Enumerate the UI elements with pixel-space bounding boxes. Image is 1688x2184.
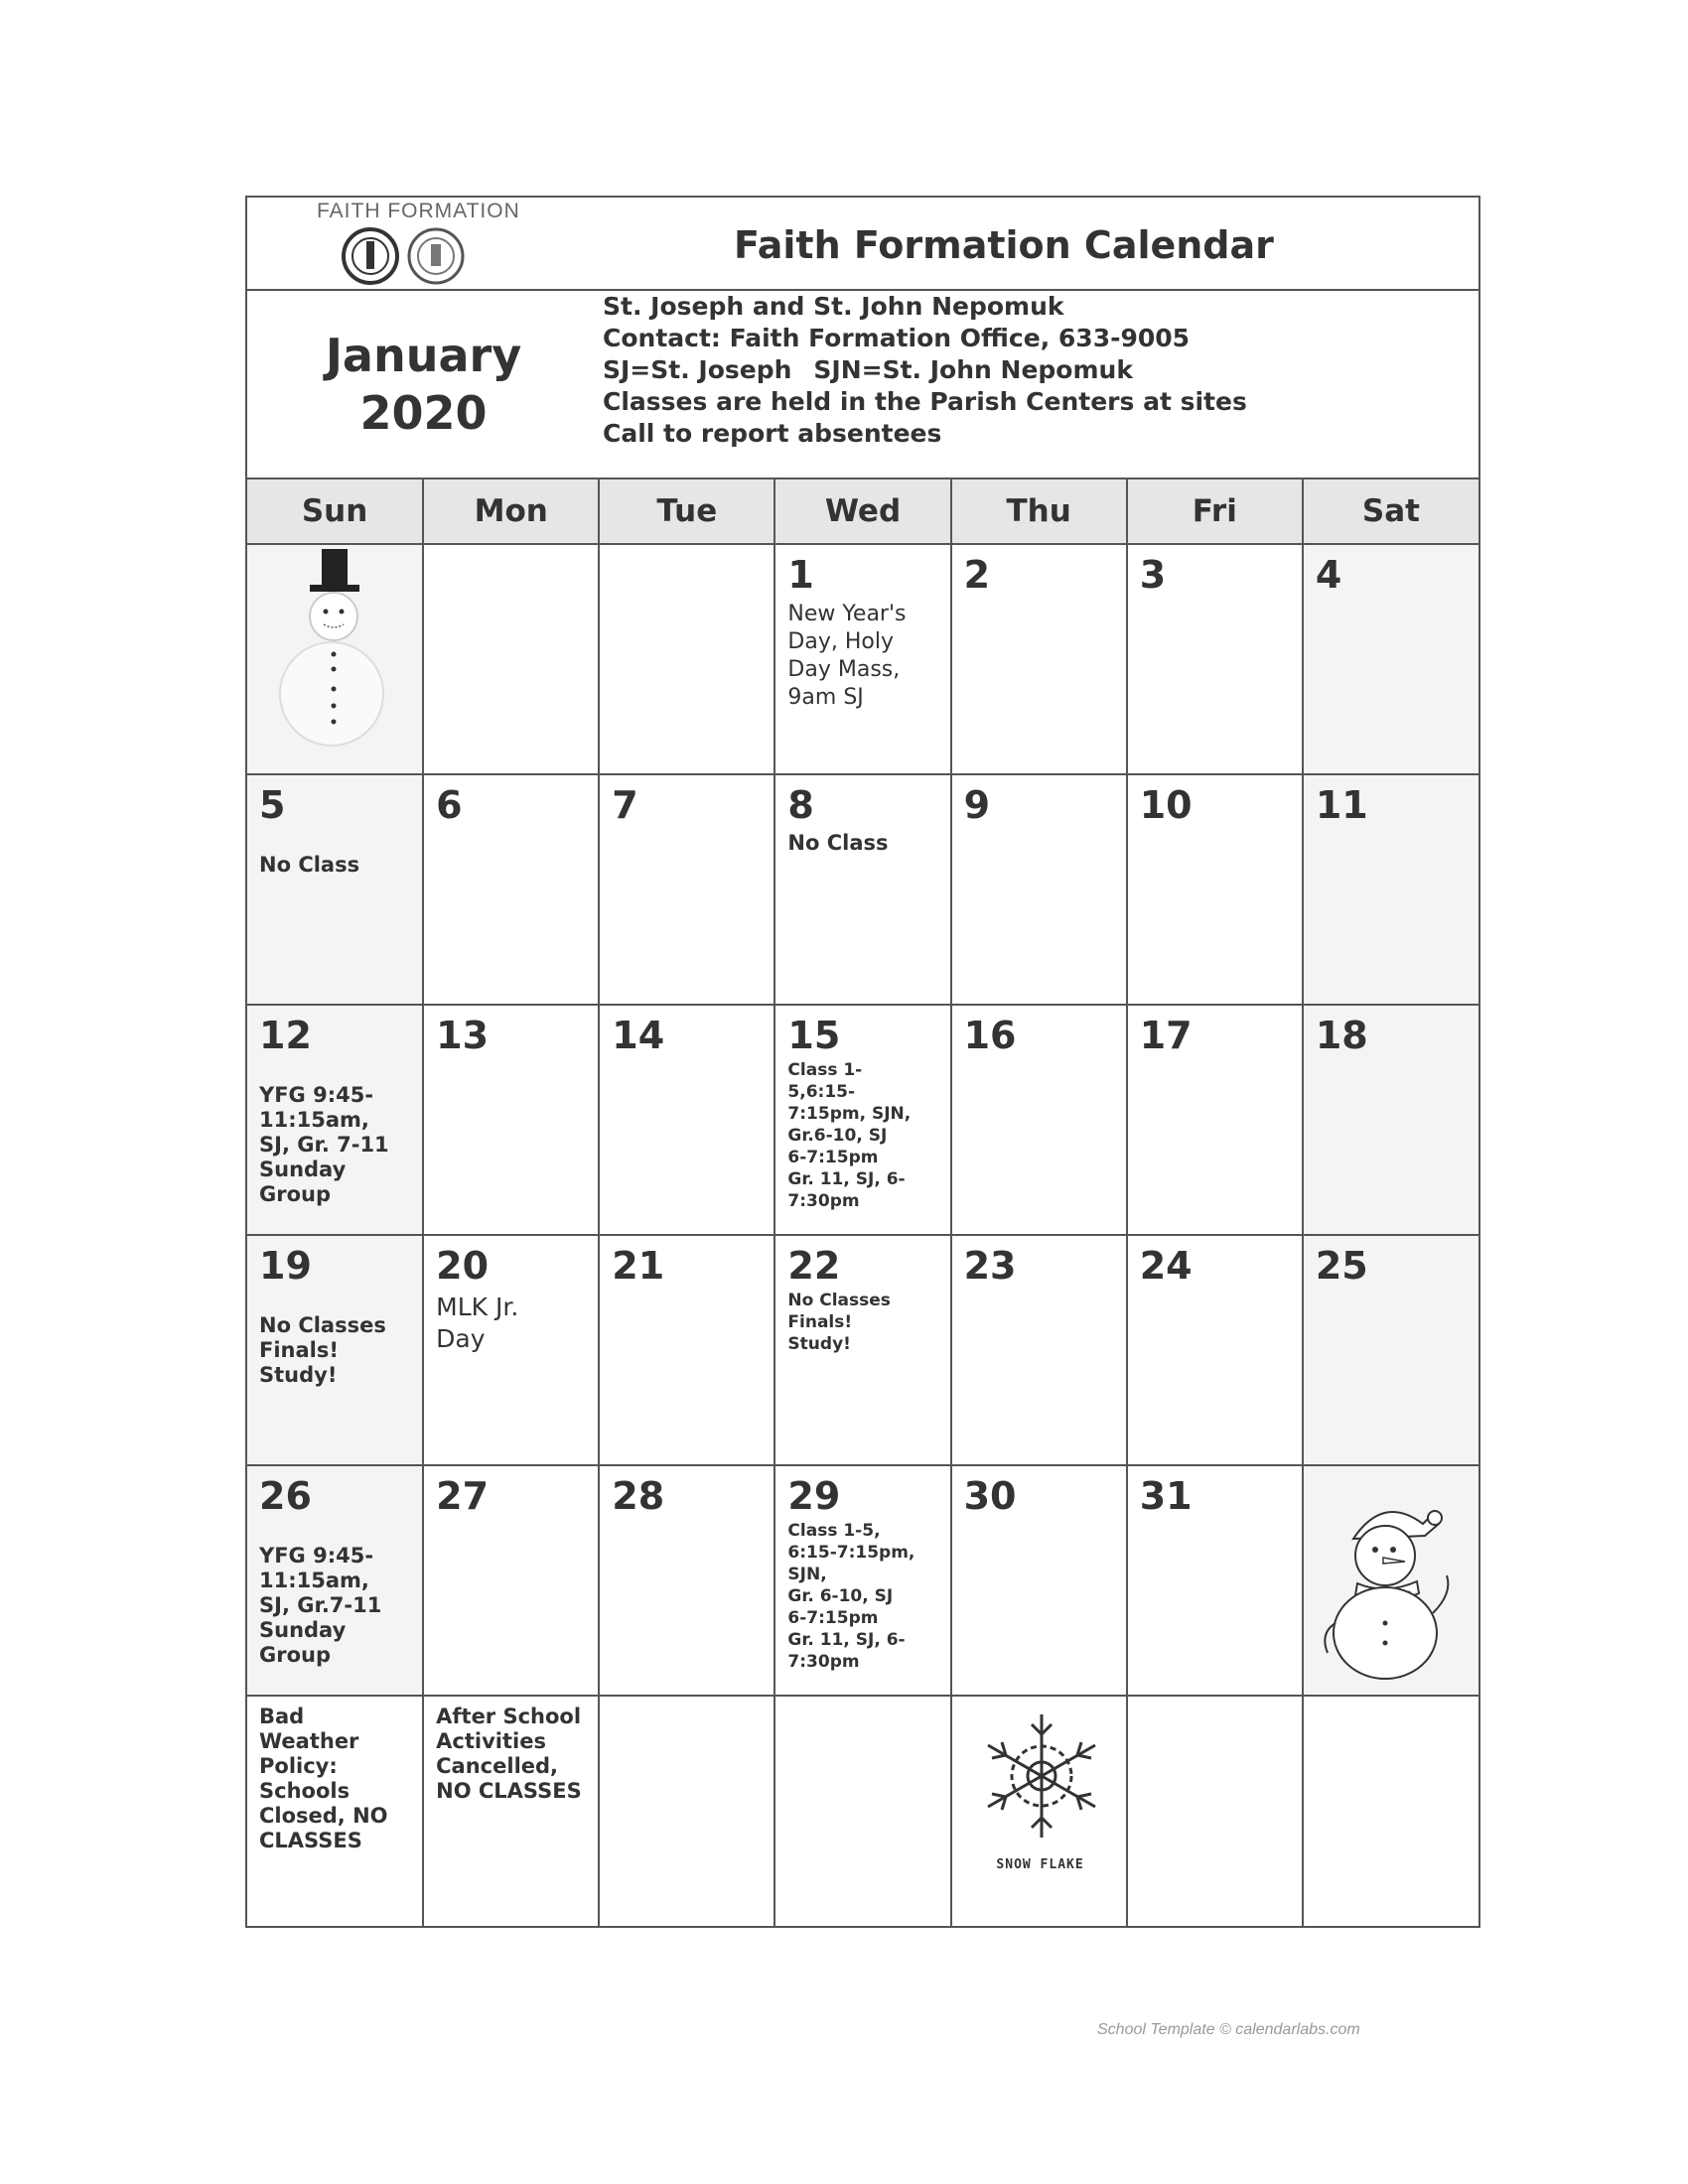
note-line: MLK Jr.	[436, 1293, 519, 1321]
day-note	[787, 1290, 937, 1355]
note-line: No Classes	[259, 1313, 386, 1337]
day-number: 17	[1139, 1014, 1193, 1057]
day-cell-11[interactable]	[1303, 774, 1478, 1005]
day-number: 18	[1315, 1014, 1368, 1057]
calendar-banner	[247, 198, 1478, 291]
note-line: Gr. 11, SJ, 6-	[787, 1169, 906, 1189]
day-cell-5[interactable]	[247, 774, 423, 1005]
day-cell-28[interactable]	[599, 1465, 774, 1696]
day-cell-empty	[599, 1696, 774, 1926]
note-line: SJ, Gr. 7-11	[259, 1133, 389, 1157]
info-parishes: St. Joseph and St. John Nepomuk	[603, 292, 1064, 321]
note-line: 11:15am,	[259, 1569, 369, 1592]
note-line: Sunday	[259, 1158, 347, 1181]
day-note	[787, 601, 937, 712]
note-line: No Classes	[787, 1291, 891, 1310]
info-location: Classes are held in the Parish Centers at sites	[603, 387, 1247, 416]
calendar-info	[247, 291, 1478, 479]
day-cell-29[interactable]	[774, 1465, 950, 1696]
day-cell-14[interactable]	[599, 1005, 774, 1235]
note-line: Day	[436, 1324, 486, 1353]
calendar-sheet	[245, 196, 1480, 1928]
day-number: 5	[259, 783, 286, 827]
note-line: Day Mass,	[787, 657, 901, 682]
week-row	[247, 1465, 1478, 1696]
week-row	[247, 1005, 1478, 1235]
day-number: 7	[612, 783, 638, 827]
abbrev-sj: SJ=St. Joseph	[603, 355, 792, 384]
day-cell-13[interactable]	[423, 1005, 599, 1235]
day-number: 27	[436, 1474, 490, 1518]
note-line: Gr. 11, SJ, 6-	[787, 1630, 906, 1650]
snowman-scarf-icon	[1314, 1484, 1463, 1688]
day-number: 31	[1139, 1474, 1193, 1518]
note-line: 11:15am,	[259, 1108, 369, 1132]
day-number: 19	[259, 1244, 312, 1288]
month-name: January	[325, 329, 522, 382]
day-number: 29	[787, 1474, 841, 1518]
weekday-fri: Fri	[1127, 479, 1303, 544]
info-lines	[603, 291, 1247, 450]
day-number: 13	[436, 1014, 490, 1057]
day-number: 15	[787, 1014, 841, 1057]
day-number: 9	[963, 783, 991, 827]
day-number: 10	[1139, 783, 1193, 827]
day-cell-23[interactable]	[951, 1235, 1127, 1465]
logo-text: FAITH FORMATION	[317, 200, 520, 222]
note-line: 6-7:15pm	[787, 1148, 879, 1167]
day-cell-21[interactable]	[599, 1235, 774, 1465]
day-cell-24[interactable]	[1127, 1235, 1303, 1465]
month-year: 2020	[359, 386, 488, 440]
note-line: Finals!	[787, 1312, 853, 1332]
week-row	[247, 774, 1478, 1005]
note-line: Sunday	[259, 1618, 347, 1642]
after-school-policy-cell	[423, 1696, 599, 1926]
policy-line: Closed, NO	[259, 1804, 388, 1828]
note-line: New Year's	[787, 602, 907, 626]
day-cell-31[interactable]	[1127, 1465, 1303, 1696]
note-line: Study!	[259, 1363, 338, 1387]
note-line: YFG 9:45-	[259, 1544, 374, 1568]
snowman-tophat-icon	[272, 545, 391, 758]
day-number: 2	[963, 553, 991, 597]
day-cell-15[interactable]	[774, 1005, 950, 1235]
day-cell-25[interactable]	[1303, 1235, 1478, 1465]
day-cell-empty	[247, 544, 423, 774]
note-line: 9am SJ	[787, 685, 864, 710]
day-cell-30[interactable]	[951, 1465, 1127, 1696]
day-cell-empty	[774, 1696, 950, 1926]
day-cell-4[interactable]	[1303, 544, 1478, 774]
bad-weather-policy	[259, 1705, 410, 1853]
weekday-sun: Sun	[247, 479, 423, 544]
day-number: 12	[259, 1014, 312, 1057]
day-number: 24	[1139, 1244, 1193, 1288]
day-cell-19[interactable]	[247, 1235, 423, 1465]
day-cell-18[interactable]	[1303, 1005, 1478, 1235]
day-number: 1	[787, 553, 814, 597]
weekday-mon: Mon	[423, 479, 599, 544]
snowflake-icon	[972, 1706, 1111, 1855]
day-cell-16[interactable]	[951, 1005, 1127, 1235]
policy-line: Cancelled,	[436, 1754, 559, 1778]
note-line: Gr. 6-10, SJ	[787, 1586, 894, 1606]
day-note	[787, 1059, 937, 1212]
snowflake-cell	[951, 1696, 1127, 1926]
day-number: 3	[1139, 553, 1167, 597]
note-line: Gr.6-10, SJ	[787, 1126, 888, 1146]
day-cell-empty	[599, 544, 774, 774]
day-cell-6[interactable]	[423, 774, 599, 1005]
day-number: 20	[436, 1244, 490, 1288]
weekday-wed: Wed	[774, 479, 950, 544]
day-cell-empty	[1303, 1696, 1478, 1926]
day-cell-9[interactable]	[951, 774, 1127, 1005]
faith-formation-logo	[307, 198, 535, 289]
note-line: Finals!	[259, 1338, 339, 1362]
note-line: SJ, Gr.7-11	[259, 1593, 382, 1617]
day-number: 14	[612, 1014, 665, 1057]
week-row	[247, 544, 1478, 774]
note-line: Study!	[787, 1334, 851, 1354]
day-note: No Class	[259, 853, 360, 877]
week-row	[247, 1696, 1478, 1926]
template-credit: School Template © calendarlabs.com	[1097, 2021, 1360, 2038]
day-cell-27[interactable]	[423, 1465, 599, 1696]
day-number: 25	[1315, 1244, 1368, 1288]
day-number: 28	[612, 1474, 665, 1518]
policy-line: CLASSES	[259, 1829, 362, 1852]
day-note	[259, 1313, 410, 1388]
policy-line: Schools	[259, 1779, 351, 1803]
note-line: 7:30pm	[787, 1191, 860, 1211]
day-number: 21	[612, 1244, 665, 1288]
day-cell-17[interactable]	[1127, 1005, 1303, 1235]
policy-line: Activities	[436, 1729, 546, 1753]
day-cell-empty	[423, 544, 599, 774]
day-cell-7[interactable]	[599, 774, 774, 1005]
day-number: 22	[787, 1244, 841, 1288]
note-line: Class 1-	[787, 1060, 863, 1080]
policy-line: Weather	[259, 1729, 359, 1753]
policy-line: Policy:	[259, 1754, 338, 1778]
bad-weather-policy-cell	[247, 1696, 423, 1926]
day-cell-3[interactable]	[1127, 544, 1303, 774]
note-line: 6-7:15pm	[787, 1608, 879, 1628]
note-line: 5,6:15-	[787, 1082, 856, 1102]
calendar-grid	[247, 479, 1478, 1926]
calendar-title: Faith Formation Calendar	[734, 223, 1274, 267]
day-cell-20[interactable]	[423, 1235, 599, 1465]
day-cell-empty	[1303, 1465, 1478, 1696]
day-cell-8[interactable]	[774, 774, 950, 1005]
day-note: No Class	[787, 831, 889, 855]
note-line: YFG 9:45-	[259, 1083, 374, 1107]
note-line: Group	[259, 1182, 332, 1206]
day-number: 4	[1315, 553, 1342, 597]
day-number: 26	[259, 1474, 312, 1518]
day-number: 16	[963, 1014, 1017, 1057]
month-heading	[247, 327, 600, 442]
snowflake-caption: SNOW FLAKE	[996, 1857, 1084, 1872]
weekday-sat: Sat	[1303, 479, 1478, 544]
note-line: SJN,	[787, 1565, 827, 1584]
day-cell-26[interactable]	[247, 1465, 423, 1696]
day-note	[436, 1292, 586, 1355]
note-line: Group	[259, 1643, 332, 1667]
parish-seal-icon	[341, 225, 490, 287]
day-number: 23	[963, 1244, 1017, 1288]
note-line: 6:15-7:15pm,	[787, 1543, 915, 1563]
note-line: Class 1-5,	[787, 1521, 881, 1541]
policy-line: NO CLASSES	[436, 1779, 582, 1803]
weekday-header-row	[247, 479, 1478, 544]
day-cell-12[interactable]	[247, 1005, 423, 1235]
info-contact: Contact: Faith Formation Office, 633-9005	[603, 324, 1191, 352]
info-abbreviations	[603, 354, 1247, 386]
policy-line: After School	[436, 1705, 582, 1728]
weekday-tue: Tue	[599, 479, 774, 544]
day-number: 6	[436, 783, 463, 827]
day-note	[259, 1083, 410, 1207]
day-note	[787, 1520, 937, 1673]
day-number: 30	[963, 1474, 1017, 1518]
policy-line: Bad	[259, 1705, 305, 1728]
abbrev-sjn: SJN=St. John Nepomuk	[813, 355, 1133, 384]
week-row	[247, 1235, 1478, 1465]
day-cell-22[interactable]	[774, 1235, 950, 1465]
note-line: Day, Holy	[787, 629, 894, 654]
after-school-policy	[436, 1705, 586, 1804]
day-cell-2[interactable]	[951, 544, 1127, 774]
day-cell-1[interactable]	[774, 544, 950, 774]
day-cell-10[interactable]	[1127, 774, 1303, 1005]
day-note	[259, 1544, 410, 1668]
day-number: 8	[787, 783, 814, 827]
day-number: 11	[1315, 783, 1368, 827]
weekday-thu: Thu	[951, 479, 1127, 544]
day-cell-empty	[1127, 1696, 1303, 1926]
note-line: 7:30pm	[787, 1652, 860, 1672]
note-line: 7:15pm, SJN,	[787, 1104, 912, 1124]
info-absentees: Call to report absentees	[603, 419, 942, 448]
